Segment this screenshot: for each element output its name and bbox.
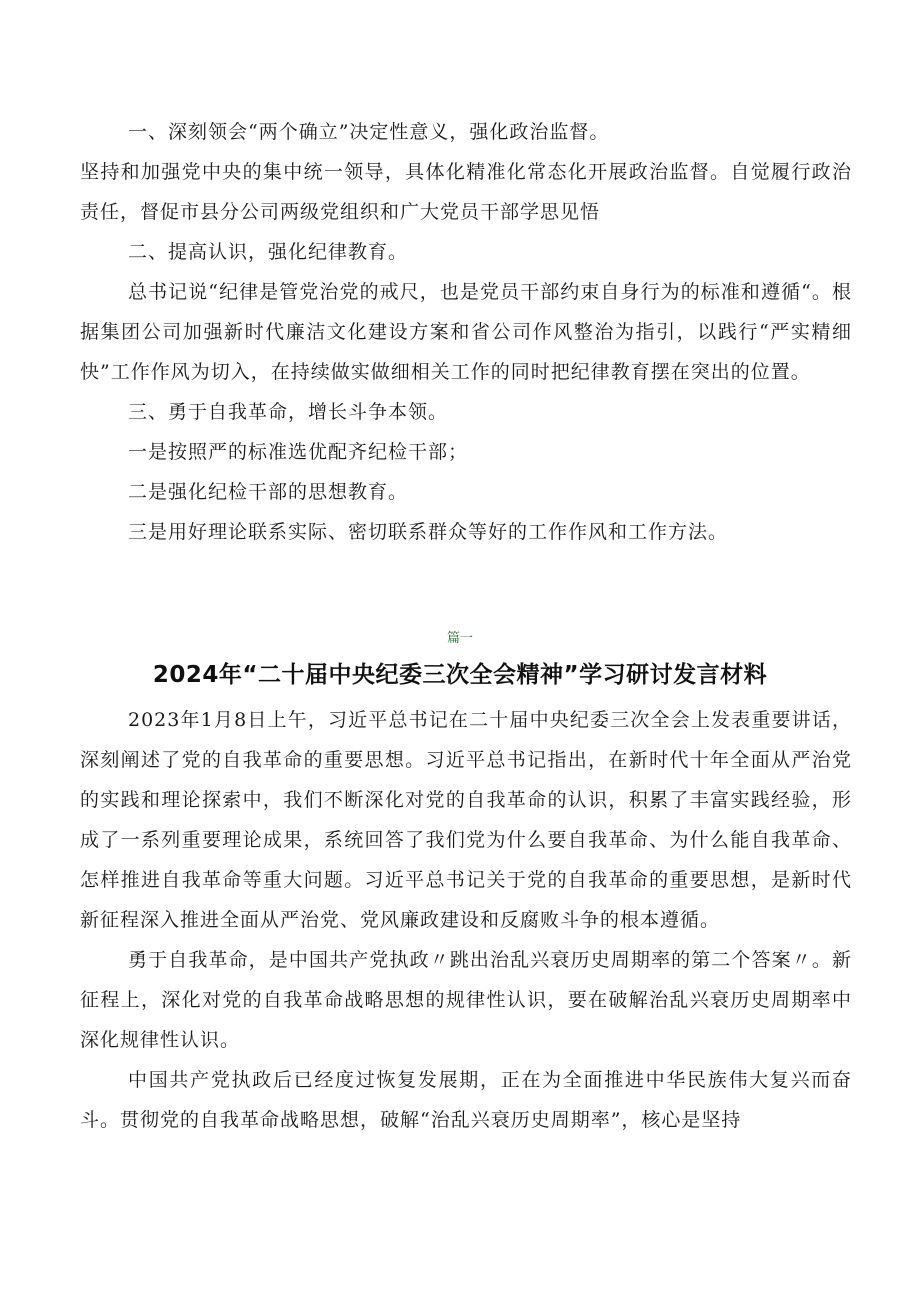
list-item: 二是强化纪检干部的思想教育。 bbox=[128, 481, 409, 503]
paragraph: 坚持和加强党中央的集中统一领导，具体化精准化常态化开展政治监督。自觉履行政治责任，督促市县分公司两级党组织和广大党员干部学思见悟 bbox=[80, 161, 852, 223]
list-item: 三是用好理论联系实际、密切联系群众等好的工作作风和工作方法。 bbox=[128, 521, 729, 543]
paragraph: 中国共产党执政后已经度过恢复发展期，正在为全面推进中华民族伟大复兴而奋斗。贯彻党的自我革命战略思想，破解“治乱兴衰历史周期率”，核心是坚持 bbox=[80, 1069, 852, 1131]
section-one bbox=[80, 112, 852, 552]
section-two bbox=[80, 700, 852, 1140]
paragraph: 勇于自我革命，是中国共产党执政〃跳出治乱兴衰历史周期率的第二个答案〃。新征程上，深化对党的自我革命战略思想的规律性认识，要在破解治乱兴衰历史周期率中深化规律性认识。 bbox=[80, 949, 852, 1051]
paragraph: 2023年1月8日上午，习近平总书记在二十届中央纪委三次全会上发表重要讲话，深刻阐述了党的自我革命的重要思想。习近平总书记指出，在新时代十年全面从严治党的实践和理论探索中，我们不断深化对党的自我革命的认识，积累了丰富实践经验，形成了一系列重要理论成果，系统回答了我们党为什么要自我革命、为什么能自我革命、怎样推进自我革命等重大问题。习近平总书记关于党的自我革命的重要思想，是新时代新征程深入推进全面从严治党、党风廉政建设和反腐败斗争的根本遵循。 bbox=[80, 709, 852, 931]
paragraph: 总书记说“纪律是管党治党的戒尺，也是党员干部约束自身行为的标准和遵循“。根据集团公司加强新时代廉洁文化建设方案和省公司作风整治为指引，以践行“严实精细快”工作作风为切入，在持续做实做细相关工作的同时把纪律教育摆在突出的位置。 bbox=[80, 281, 852, 383]
heading-two: 二、提高认识，强化纪律教育。 bbox=[128, 241, 409, 263]
heading-one: 一、深刻领会“两个确立”决定性意义，强化政治监督。 bbox=[128, 121, 610, 143]
heading-three: 三、勇于自我革命，增长斗争本领。 bbox=[128, 401, 449, 423]
section-marker: 篇一 bbox=[446, 631, 473, 646]
document-title: 2024年“二十届中央纪委三次全会精神”学习研讨发言材料 bbox=[152, 662, 768, 688]
list-item: 一是按照严的标准选优配齐纪检干部； bbox=[128, 441, 469, 463]
